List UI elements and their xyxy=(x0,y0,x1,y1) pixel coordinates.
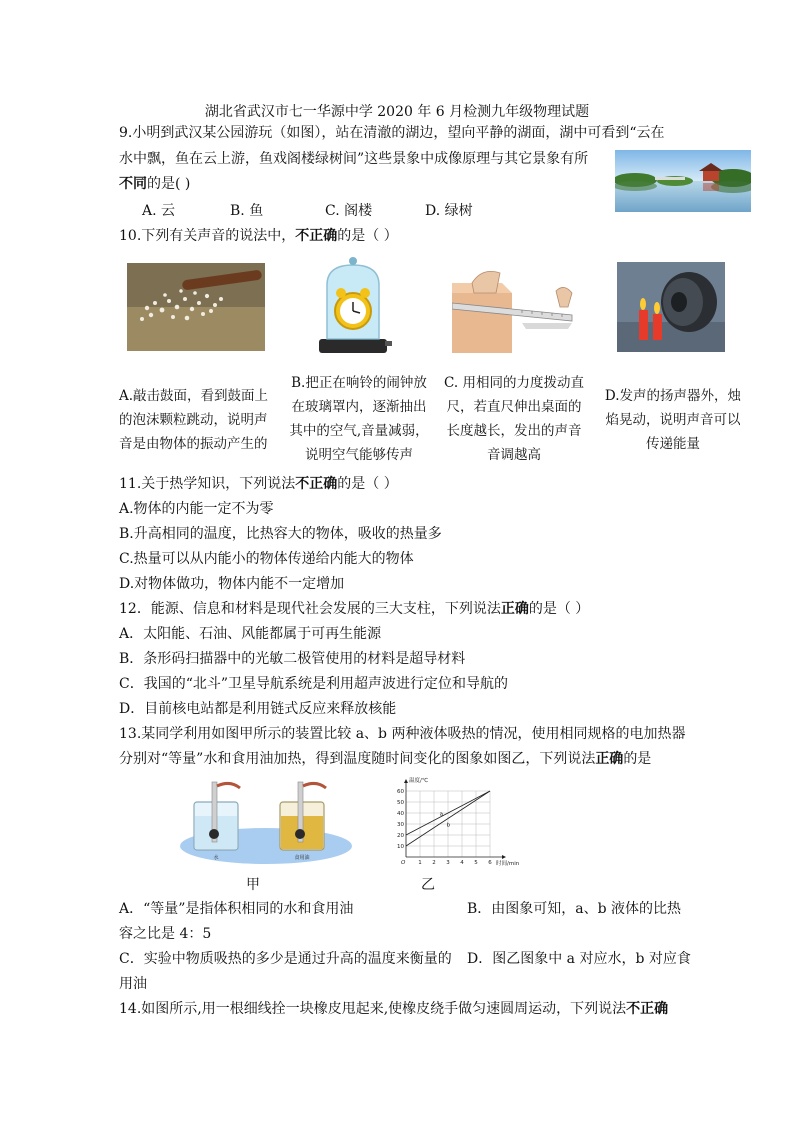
q13-option-a: A．“等量”是指体积相同的水和食用油 xyxy=(119,901,354,917)
ruler-on-table-photo xyxy=(452,263,580,353)
q10-d-line: 传递能量 xyxy=(646,436,700,452)
q9-line2: 水中飘，鱼在云上游，鱼戏阁楼绿树间”这些景象中成像原理与其它景象有所 xyxy=(119,151,589,167)
chart-series-label: b xyxy=(446,822,451,829)
q10-b-line: 其中的空气,音量减弱， xyxy=(289,423,429,439)
document-title: 湖北省武汉市七一华源中学 2020 年 6 月检测九年级物理试题 xyxy=(204,104,590,120)
chart-y-tick-label: 40 xyxy=(397,811,404,817)
q11-stem-post: 的是（ ） xyxy=(337,476,398,492)
q12-stem xyxy=(119,599,589,619)
q14-emphasis: 不正确 xyxy=(626,1001,669,1017)
chart-series-label: a xyxy=(439,811,443,818)
chart-x-tick-label: 3 xyxy=(446,860,450,866)
beaker-water-label: 水 xyxy=(213,855,219,861)
q10-option-c xyxy=(440,371,588,467)
figure-yi-label: 乙 xyxy=(421,877,435,893)
q13-option-c: C．实验中物质吸热的多少是通过升高的温度来衡量的 xyxy=(119,951,452,967)
q10-emphasis: 不正确 xyxy=(295,228,338,244)
q10-c-line: 尺，若直尺伸出桌面的 xyxy=(446,399,582,415)
q13-line2 xyxy=(119,749,651,769)
q11-option-d: D.对物体做功，物体内能不一定增加 xyxy=(119,576,345,592)
q13-option-d-line2: 用油 xyxy=(119,976,147,992)
q11-emphasis: 不正确 xyxy=(295,476,338,492)
q10-stem-pre: 10.下列有关声音的说法中， xyxy=(119,228,296,244)
q12-stem-post: 的是（ ） xyxy=(528,601,590,617)
drum-foam-photo xyxy=(127,263,265,351)
q10-b-line: 在玻璃罩内，逐渐抽出 xyxy=(291,399,427,415)
q11-option-c: C.热量可以从内能小的物体传递给内能大的物体 xyxy=(119,551,414,567)
chart-x-tick-label: 4 xyxy=(460,860,464,866)
q9-option-b: B. 鱼 xyxy=(230,203,264,219)
q11-stem-pre: 11.关于热学知识，下列说法 xyxy=(119,476,296,492)
chart-x-axis-arrow xyxy=(502,855,506,859)
q14-line1-pre: 14.如图所示,用一根细线拴一块橡皮甩起来,使橡皮绕手做匀速圆周运动，下列说法 xyxy=(119,1001,627,1017)
chart-x-tick-label: 2 xyxy=(432,860,436,866)
q10-d-line: D.发声的扬声器外，烛 xyxy=(604,388,742,404)
q10-c-line: C. 用相同的力度拨动直 xyxy=(444,375,584,391)
temperature-time-chart xyxy=(388,775,528,873)
q12-option-b: B．条形码扫描器中的光敏二极管使用的材料是超导材料 xyxy=(119,651,466,667)
chart-y-tick-label: 60 xyxy=(397,789,404,795)
q10-c-line: 长度越长，发出的声音 xyxy=(446,423,582,439)
bell-jar-alarm-clock xyxy=(313,255,393,358)
q10-stem xyxy=(119,226,398,246)
chart-x-axis-label: 时间/min xyxy=(496,861,520,867)
q11-option-b: B.升高相同的温度，比热容大的物体，吸收的热量多 xyxy=(119,526,442,542)
park-lake-photo xyxy=(615,150,751,212)
q10-option-b xyxy=(286,371,432,467)
q9-option-a: A. 云 xyxy=(142,203,176,219)
chart-origin-label: O xyxy=(401,860,406,866)
q13-line2-post: 的是 xyxy=(623,751,652,767)
q10-b-line: 说明空气能够传声 xyxy=(305,447,413,463)
q10-stem-post: 的是（ ） xyxy=(337,228,398,244)
beakers-heating-setup xyxy=(178,772,354,866)
chart-x-tick-label: 1 xyxy=(418,860,422,866)
q12-stem-pre: 12．能源、信息和材料是现代社会发展的三大支柱，下列说法 xyxy=(119,601,501,617)
q9-line1: 9.小明到武汉某公园游玩（如图），站在清澈的湖边，望向平静的湖面，湖中可看到“云在 xyxy=(119,125,665,141)
q10-a-line: A.敲击鼓面，看到鼓面上 xyxy=(119,388,269,404)
q10-option-a xyxy=(119,384,268,456)
q12-emphasis: 正确 xyxy=(500,601,529,617)
q10-a-line: 音是由物体的振动产生的 xyxy=(119,436,268,452)
q9-line3-rest: 的是( ) xyxy=(147,176,191,192)
q13-line2-pre: 分别对“等量”水和食用油加热，得到温度随时间变化的图象如图乙，下列说法 xyxy=(119,751,596,767)
q10-d-line: 焰晃动，说明声音可以 xyxy=(605,412,741,428)
q10-b-line: B.把正在响铃的闹钟放 xyxy=(291,375,427,391)
q14-line1 xyxy=(119,999,668,1019)
chart-y-axis-label: 温度/℃ xyxy=(409,778,429,784)
q13-option-b-line2: 容之比是 4：5 xyxy=(119,926,212,942)
q9-option-d: D. 绿树 xyxy=(425,203,473,219)
chart-y-tick-label: 10 xyxy=(397,844,404,850)
q12-option-c: C．我国的“北斗”卫星导航系统是利用超声波进行定位和导航的 xyxy=(119,676,509,692)
speaker-candle-photo xyxy=(617,262,725,352)
q13-line1: 13.某同学利用如图甲所示的装置比较 a、b 两种液体吸热的情况，使用相同规格的电加热器 xyxy=(119,726,686,742)
chart-y-tick-label: 50 xyxy=(397,800,404,806)
q9-line3 xyxy=(119,174,190,194)
q9-option-c: C. 阁楼 xyxy=(325,203,373,219)
q13-option-d-line1: D．图乙图象中 a 对应水，b 对应食 xyxy=(467,951,691,967)
figure-jia-label: 甲 xyxy=(246,877,260,893)
chart-x-tick-label: 5 xyxy=(474,860,478,866)
q12-option-a: A．太阳能、石油、风能都属于可再生能源 xyxy=(119,626,382,642)
chart-x-tick-label: 6 xyxy=(488,860,492,866)
q11-option-a: A.物体的内能一定不为零 xyxy=(119,501,274,517)
q10-a-line: 的泡沫颗粒跳动，说明声 xyxy=(119,412,268,428)
chart-y-tick-label: 30 xyxy=(397,822,404,828)
q13-option-b-line1: B．由图象可知，a、b 液体的比热 xyxy=(467,901,682,917)
chart-y-tick-label: 20 xyxy=(397,833,404,839)
chart-y-axis-arrow xyxy=(404,779,408,783)
q13-emphasis: 正确 xyxy=(595,751,624,767)
q10-c-line: 音调越高 xyxy=(487,447,541,463)
q10-option-d xyxy=(598,384,748,456)
q11-stem xyxy=(119,474,398,494)
q9-emphasis: 不同 xyxy=(119,176,147,192)
beaker-oil-label: 食用油 xyxy=(294,855,310,861)
q12-option-d: D．目前核电站都是利用链式反应来释放核能 xyxy=(119,701,397,717)
